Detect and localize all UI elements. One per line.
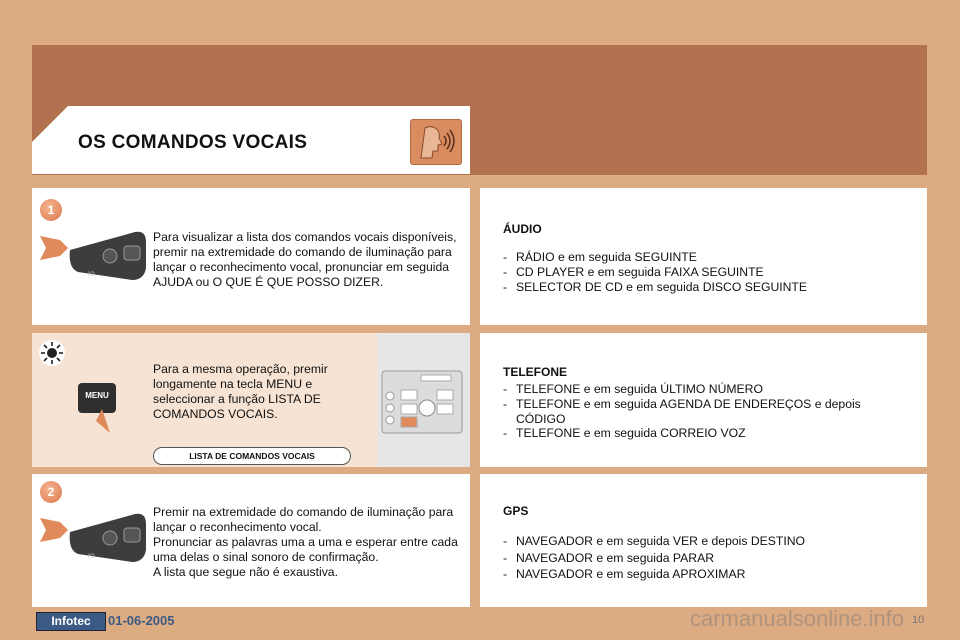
page-title: OS COMANDOS VOCAIS [78,132,308,153]
bulb-icon [39,340,65,366]
list-item: - SELECTOR DE CD e em seguida DISCO SEGUINTE [503,280,913,295]
menu-key-image [76,381,120,437]
list-item: - TELEFONE e em seguida ÚLTIMO NÚMERO [503,382,893,397]
list-item: - CD PLAYER e em seguida FAIXA SEGUINTE [503,265,913,280]
lista-comandos-button[interactable]: LISTA DE COMANDOS VOCAIS [153,447,351,465]
gps-list [503,533,913,583]
gps-title: GPS [503,504,529,518]
list-item: - RÁDIO e em seguida SEGUINTE [503,250,913,265]
page-number: 10 [912,614,925,626]
menu-key-label: MENU [85,391,109,400]
list-item: - TELEFONE e em seguida CORREIO VOZ [503,426,893,441]
audio-title: ÁUDIO [503,222,542,236]
watermark: carmanualsonline.info [690,606,905,631]
list-item: - NAVEGADOR e em seguida VER e depois DESTINO [503,533,913,550]
lighting-stalk-image [40,228,150,295]
section2-text: Premir na extremidade do comando de iluminação para lançar o reconhecimento vocal. Pronunciar as palavras uma a uma e esperar entre cada uma delas o sinal sonoro de confirmação. A lista que segue não é exaustiva. [153,505,458,579]
footer-date: 01-06-2005 [108,613,175,628]
audio-list [503,250,913,294]
section1-text: Para visualizar a lista dos comandos vocais disponíveis, premir na extremidade do comando de iluminação para lançar o reconhecimento vocal, pronunciar em seguida AJUDA ou O QUE É QUE POSSO DIZER. [153,230,457,289]
list-item: - NAVEGADOR e em seguida APROXIMAR [503,566,913,583]
list-item: - TELEFONE e em seguida AGENDA DE ENDEREÇOS e depois CÓDIGO [503,397,893,427]
svg-text:|O: |O [88,271,95,278]
step-number-1: 1 [40,199,62,221]
telefone-title: TELEFONE [503,365,568,379]
step-number-2: 2 [40,481,62,503]
lighting-stalk-image-2 [40,510,150,577]
infotec-logo: Infotec [36,612,106,631]
voice-command-icon [410,119,462,165]
svg-text:|O: |O [88,553,95,560]
radio-image [381,370,465,441]
list-item: - NAVEGADOR e em seguida PARAR [503,550,913,567]
tip-text: Para a mesma operação, premir longamente na tecla MENU e seleccionar a função LISTA DE COMANDOS VOCAIS. [153,362,328,421]
telefone-list [503,382,893,441]
